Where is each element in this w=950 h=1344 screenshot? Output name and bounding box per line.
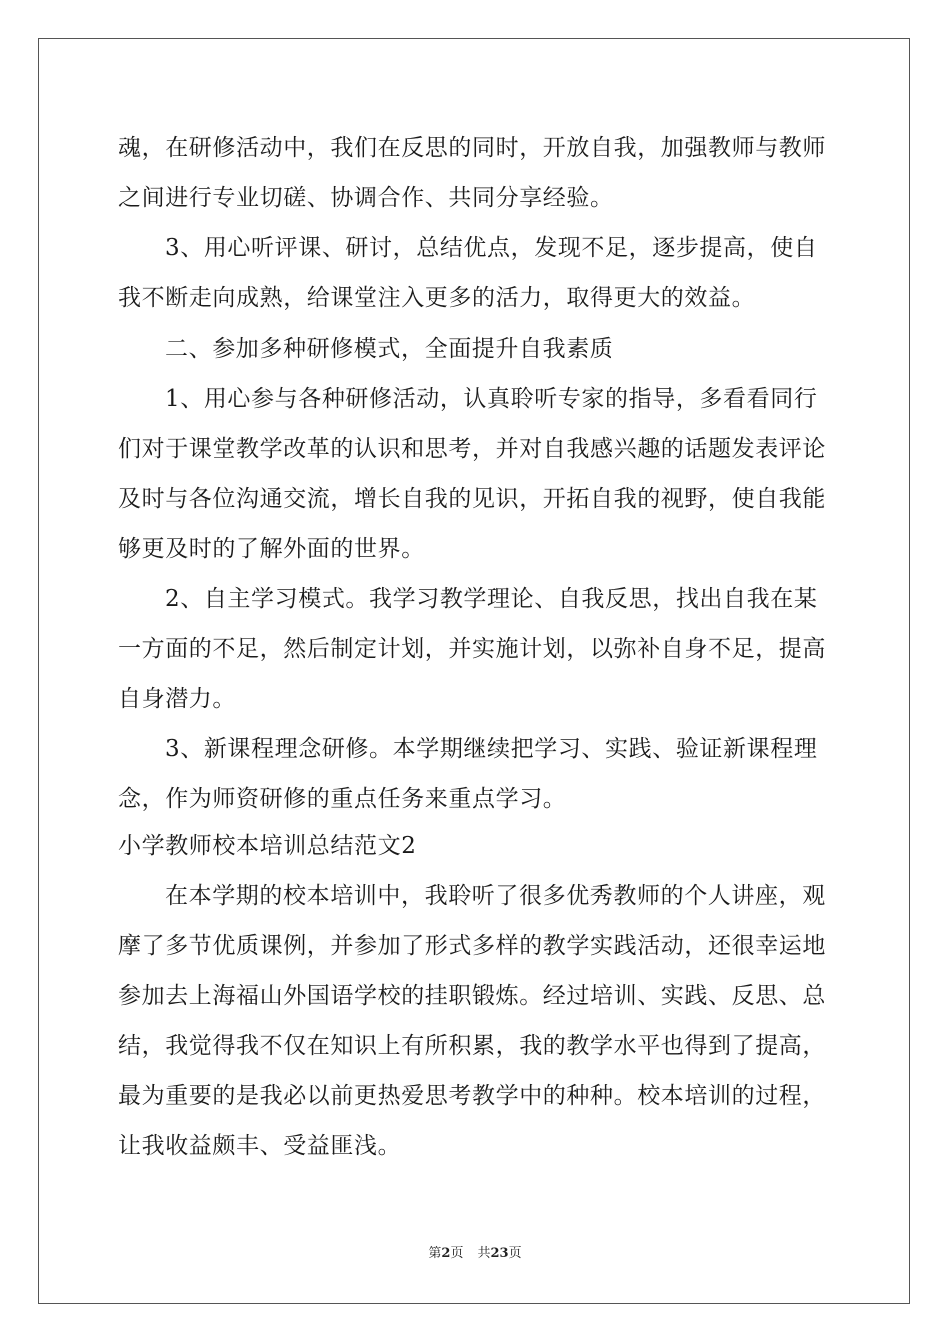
page-prefix: 第 (428, 1246, 442, 1261)
section-heading: 二、参加多种研修模式，全面提升自我素质 (165, 336, 614, 362)
body-text-line: 在本学期的校本培训中，我聆听了很多优秀教师的个人讲座，观 (165, 883, 826, 909)
body-text-line: 摩了多节优质课例，并参加了形式多样的教学实践活动，还很幸运地 (118, 933, 826, 959)
page-footer (0, 1242, 950, 1261)
page-suffix: 页 (450, 1246, 464, 1261)
body-text-line: 念，作为师资研修的重点任务来重点学习。 (118, 786, 567, 812)
list-item-line: 2、自主学习模式。我学习教学理论、自我反思，找出自我在某 (165, 586, 818, 612)
list-item-line: 3、用心听评课、研讨，总结优点，发现不足，逐步提高，使自 (165, 235, 818, 261)
article-title: 小学教师校本培训总结范文2 (118, 833, 417, 859)
body-text-line: 魂，在研修活动中，我们在反思的同时，开放自我，加强教师与教师 (118, 135, 826, 161)
body-text-line: 让我收益颇丰、受益匪浅。 (118, 1133, 402, 1159)
body-text-line: 参加去上海福山外国语学校的挂职锻炼。经过培训、实践、反思、总 (118, 983, 826, 1009)
body-text-line: 自身潜力。 (118, 686, 236, 712)
page-border (38, 38, 910, 1304)
body-text-line: 我不断走向成熟，给课堂注入更多的活力，取得更大的效益。 (118, 285, 756, 311)
body-text-line: 之间进行专业切磋、协调合作、共同分享经验。 (118, 185, 614, 211)
page-total: 23 (490, 1246, 509, 1261)
list-item-line: 3、新课程理念研修。本学期继续把学习、实践、验证新课程理 (165, 736, 818, 762)
body-text-line: 最为重要的是我必以前更热爱思考教学中的种种。校本培训的过程， (118, 1083, 826, 1109)
list-item-line: 1、用心参与各种研修活动，认真聆听专家的指导，多看看同行 (165, 386, 818, 412)
body-text-line: 及时与各位沟通交流，增长自我的见识，开拓自我的视野，使自我能 (118, 486, 826, 512)
body-text-line: 结，我觉得我不仅在知识上有所积累，我的教学水平也得到了提高， (118, 1033, 826, 1059)
body-text-line: 够更及时的了解外面的世界。 (118, 536, 425, 562)
body-text-line: 们对于课堂教学改革的认识和思考，并对自我感兴趣的话题发表评论 (118, 436, 826, 462)
total-prefix: 共 (477, 1246, 491, 1261)
body-text-line: 一方面的不足，然后制定计划，并实施计划，以弥补自身不足，提高 (118, 636, 826, 662)
page-current: 2 (441, 1246, 451, 1261)
total-suffix: 页 (508, 1246, 522, 1261)
